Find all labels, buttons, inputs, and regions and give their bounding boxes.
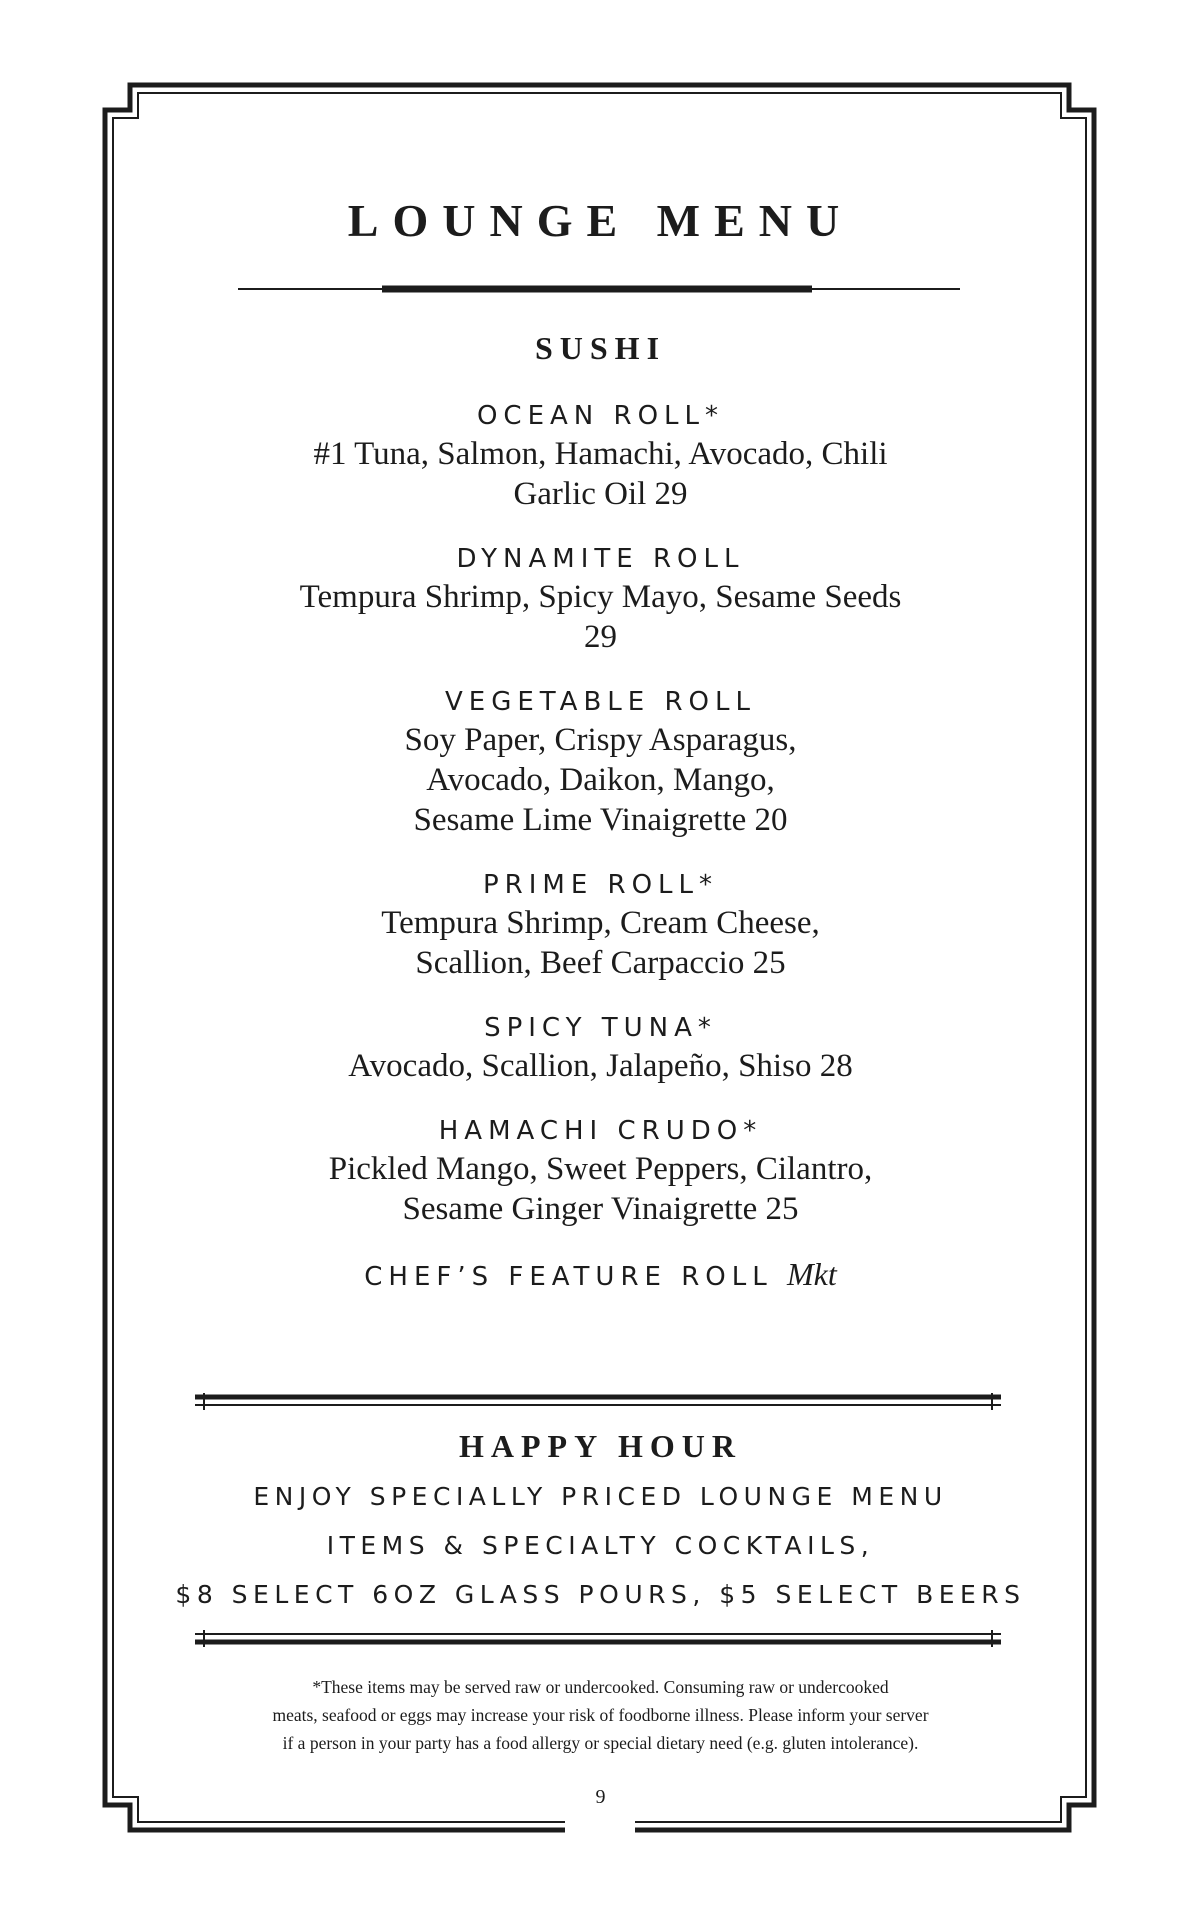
menu-item — [0, 398, 1201, 514]
footnote-line: *These items may be served raw or undercooked. Consuming raw or undercooked — [312, 1677, 889, 1697]
item-name: HAMACHI CRUDO* — [438, 1116, 763, 1146]
item-description: Tempura Shrimp, Spicy Mayo, Sesame Seeds 29 — [299, 579, 902, 655]
item-name: VEGETABLE ROLL — [445, 687, 756, 717]
item-name: PRIME ROLL* — [482, 870, 719, 900]
menu-item — [0, 684, 1201, 840]
item-name: CHEF’S FEATURE ROLL — [364, 1262, 773, 1292]
item-description: Tempura Shrimp, Cream Cheese, Scallion, Beef Carpaccio 25 — [381, 905, 820, 981]
item-description: Avocado, Scallion, Jalapeño, Shiso 28 — [348, 1048, 853, 1084]
item-name: OCEAN ROLL* — [476, 401, 725, 431]
happy-hour-line: ENJOY SPECIALLY PRICED LOUNGE MENU — [253, 1482, 948, 1511]
item-description: #1 Tuna, Salmon, Hamachi, Avocado, Chili Garlic Oil 29 — [313, 436, 888, 512]
menu-item — [0, 1010, 1201, 1086]
footnote-line: if a person in your party has a food allergy or special dietary need (e.g. gluten intolerance). — [282, 1733, 919, 1753]
menu-item — [0, 1113, 1201, 1229]
item-name: SPICY TUNA* — [484, 1013, 717, 1043]
page-title: LOUNGE MENU — [347, 195, 854, 246]
section-heading-sushi: SUSHI — [534, 330, 667, 366]
menu-item-feature — [0, 1256, 1201, 1295]
happy-hour-line: $8 SELECT 6OZ GLASS POURS, $5 SELECT BEERS — [175, 1580, 1026, 1609]
allergy-footnote — [0, 1673, 1201, 1757]
happy-hour-line: ITEMS & SPECIALTY COCKTAILS, — [326, 1531, 875, 1560]
footnote-line: meats, seafood or eggs may increase your risk of foodborne illness. Please inform your server — [272, 1705, 929, 1725]
menu-item — [0, 541, 1201, 657]
item-price: Mkt — [786, 1256, 837, 1292]
item-description: Soy Paper, Crispy Asparagus, Avocado, Daikon, Mango, Sesame Lime Vinaigrette 20 — [404, 722, 797, 838]
item-name: DYNAMITE ROLL — [456, 544, 745, 574]
page-number: 9 — [595, 1786, 606, 1808]
menu-item — [0, 867, 1201, 983]
item-description: Pickled Mango, Sweet Peppers, Cilantro, Sesame Ginger Vinaigrette 25 — [328, 1151, 873, 1227]
sushi-list — [0, 398, 1201, 1322]
section-heading-happy-hour: HAPPY HOUR — [458, 1428, 742, 1464]
